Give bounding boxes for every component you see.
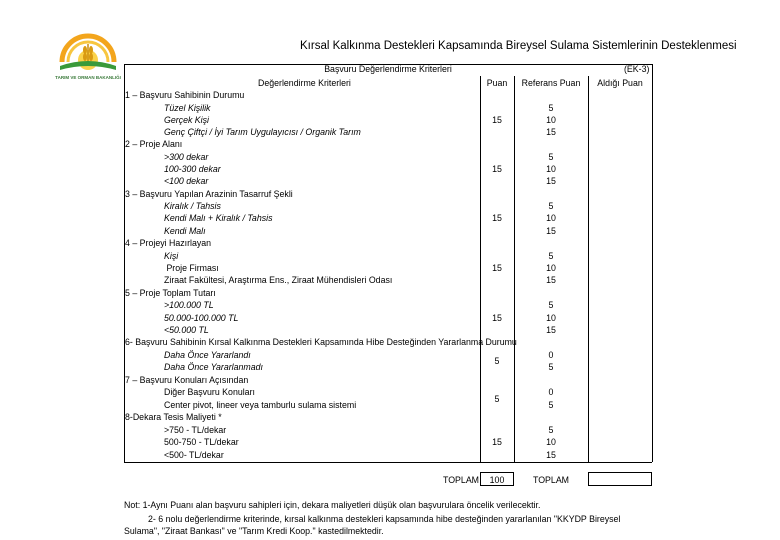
section-title: 3 – Başvuru Yapılan Arazinin Tasarruf Şekli (125, 189, 293, 199)
table-bottom-border (124, 462, 652, 463)
reference-score: 5 (548, 152, 554, 162)
column-divider-received (588, 76, 589, 462)
criteria-column-header: Değerlendirme Kriterleri (258, 78, 351, 88)
reference-score: 15 (546, 226, 556, 236)
section-score: 15 (492, 213, 502, 223)
ministry-logo (52, 26, 124, 90)
section-title: 4 – Projeyi Hazırlayan (125, 238, 212, 248)
table-left-border (124, 64, 125, 462)
page-title: Kırsal Kalkınma Destekleri Kapsamında Bireysel Sulama Sistemlerinin Desteklenmesi (300, 40, 737, 52)
reference-score: 0 (548, 350, 554, 360)
criteria-item: 500-750 - TL/dekar (164, 437, 239, 447)
total-reference-label: TOPLAM (533, 475, 570, 485)
criteria-item: <500- TL/dekar (164, 450, 224, 460)
reference-score: 15 (546, 176, 556, 186)
annex-label: (EK-3) (624, 64, 650, 74)
section-title: 7 – Başvuru Konuları Açısından (125, 375, 249, 385)
section-score: 15 (492, 263, 502, 273)
section-title: 6- Başvuru Sahibinin Kırsal Kalkınma Destekleri Kapsamında Hibe Desteğinden Yararlanma Durumu (125, 337, 517, 347)
form-title: Başvuru Değerlendirme Kriterleri (324, 64, 452, 74)
criteria-item: >100.000 TL (164, 300, 214, 310)
section-title: 1 – Başvuru Sahibinin Durumu (125, 90, 245, 100)
reference-score: 15 (546, 127, 556, 137)
section-score: 15 (492, 313, 502, 323)
reference-score: 5 (548, 425, 554, 435)
reference-score: 0 (548, 387, 554, 397)
note-line-2: 2- 6 nolu değerlendirme kriterinde, kırsal kalkınma destekleri kapsamında hibe desteğinden yararlanılan "KKYDP Bireysel (148, 514, 621, 524)
criteria-item: <50.000 TL (164, 325, 209, 335)
reference-score: 5 (548, 251, 554, 261)
reference-score: 5 (548, 300, 554, 310)
reference-score: 10 (546, 115, 556, 125)
note-line-1: Not: 1-Aynı Puanı alan başvuru sahipleri için, dekara maliyetleri düşük olan başvurulara öncelik verilecektir. (124, 500, 541, 510)
total-label: TOPLAM (443, 475, 480, 485)
section-title: 2 – Proje Alanı (125, 139, 183, 149)
criteria-item: >300 dekar (164, 152, 209, 162)
section-score: 15 (492, 437, 502, 447)
reference-score: 5 (548, 400, 554, 410)
reference-score: 5 (548, 103, 554, 113)
total-received-box[interactable] (588, 472, 652, 486)
table-right-border (652, 64, 653, 462)
received-column-header: Aldığı Puan (597, 78, 643, 88)
section-score: 5 (494, 394, 500, 404)
section-score: 5 (494, 356, 500, 366)
section-title: 5 – Proje Toplam Tutarı (125, 288, 216, 298)
criteria-item: Kişi (164, 251, 179, 261)
reference-column-header: Referans Puan (521, 78, 581, 88)
reference-score: 15 (546, 325, 556, 335)
criteria-item: Diğer Başvuru Konuları (164, 387, 255, 397)
sun-wheat-logo-icon (52, 26, 124, 90)
criteria-item: Kendi Malı (164, 226, 206, 236)
total-score-box (480, 472, 514, 486)
section-score: 15 (492, 115, 502, 125)
criteria-item: Proje Firması (164, 263, 219, 273)
criteria-item: Gerçek Kişi (164, 115, 209, 125)
criteria-item: Kiralık / Tahsis (164, 201, 221, 211)
total-score: 100 (489, 475, 505, 485)
reference-score: 10 (546, 313, 556, 323)
note-line-3: Sulama", "Ziraat Bankası" ve "Tarım Kredi Koop." kastedilmektedir. (124, 526, 384, 536)
criteria-item: Daha Önce Yararlandı (164, 350, 251, 360)
section-title: 8-Dekara Tesis Maliyeti * (125, 412, 222, 422)
reference-score: 10 (546, 164, 556, 174)
logo-caption: TARIM VE ORMAN BAKANLIĞI (55, 75, 121, 80)
reference-score: 5 (548, 201, 554, 211)
criteria-item: Center pivot, lineer veya tamburlu sulama sistemi (164, 400, 357, 410)
reference-score: 10 (546, 437, 556, 447)
reference-score: 10 (546, 213, 556, 223)
reference-score: 15 (546, 275, 556, 285)
criteria-item: Kendi Malı + Kiralık / Tahsis (164, 213, 273, 223)
criteria-item: Genç Çiftçi / İyi Tarım Uygulayıcısı / Organik Tarım (164, 127, 361, 137)
section-score: 15 (492, 164, 502, 174)
criteria-item: Daha Önce Yararlanmadı (164, 362, 263, 372)
criteria-item: 100-300 dekar (164, 164, 221, 174)
reference-score: 10 (546, 263, 556, 273)
reference-score: 15 (546, 450, 556, 460)
criteria-item: >750 - TL/dekar (164, 425, 227, 435)
reference-score: 5 (548, 362, 554, 372)
score-column-header: Puan (486, 78, 508, 88)
criteria-item: <100 dekar (164, 176, 209, 186)
criteria-item: 50.000-100.000 TL (164, 313, 239, 323)
criteria-item: Ziraat Fakültesi, Araştırma Ens., Ziraat Mühendisleri Odası (164, 275, 393, 285)
criteria-item: Tüzel Kişilik (164, 103, 211, 113)
